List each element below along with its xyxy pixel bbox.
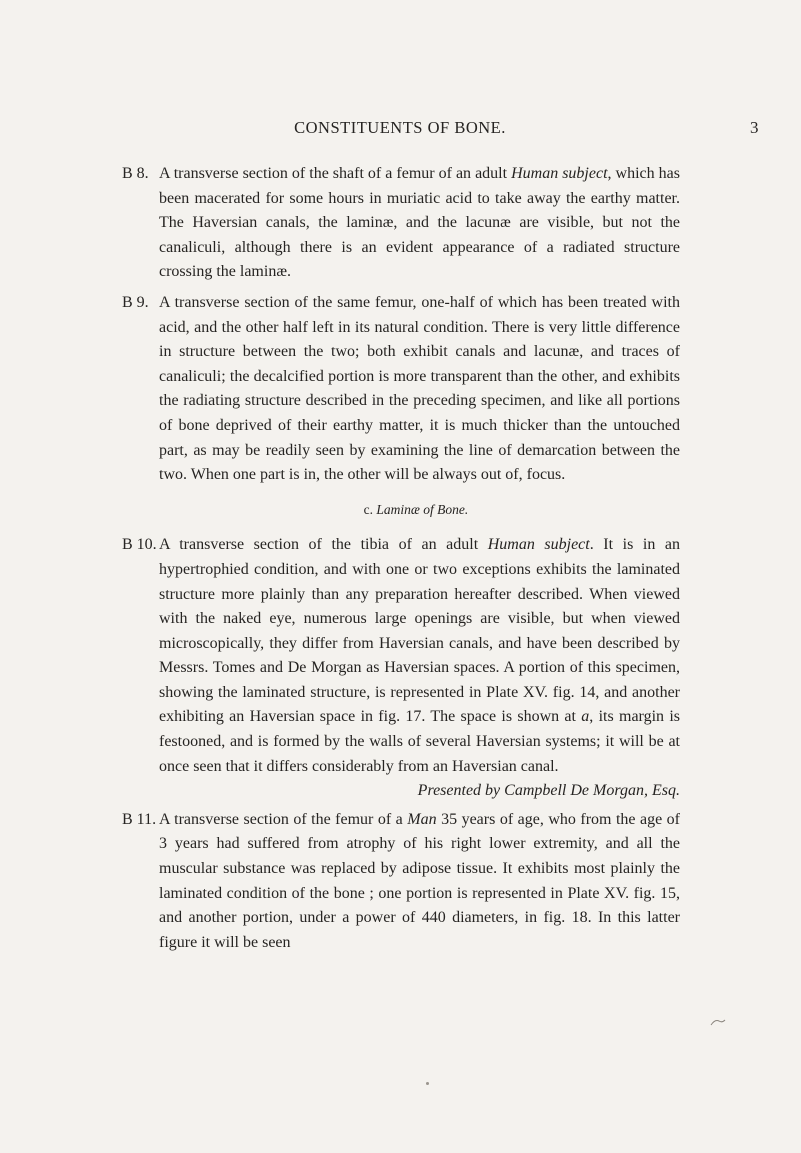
entry-text: , its margin is festooned, and is formed by the walls of several Haversian systems; it will be at once seen that it differs considerably from an Haversian canal. <box>159 708 680 775</box>
entry-text-italic: Man <box>407 810 437 828</box>
entry-text-italic: a <box>581 708 590 726</box>
specimen-number: B 11. <box>122 810 157 828</box>
specimen-entry-b10 <box>122 533 680 804</box>
specimen-entry-b9 <box>122 291 680 488</box>
entry-text-italic: Human subject <box>487 536 590 554</box>
entry-text: A transverse section of the shaft of a femur of an adult <box>159 165 512 182</box>
entry-text: , which has been macerated for some hours in muriatic acid to take away the earthy matter. The Haversian canals, the laminæ, and the lacunæ are visible, but not the canaliculi, although there is an evident appearance of a radiated structure crossing the laminæ. <box>159 165 680 281</box>
entry-text-italic: Human subject <box>511 165 608 182</box>
entry-text: A transverse section of the femur of a <box>159 810 408 828</box>
entry-text: A transverse section of the same femur, one-half of which has been treated with acid, and the other half left in its natural condition. There is very little difference in structure between the two; both exhibit canals and lacunæ, and traces of canaliculi; the decalcified portion is more transparent than the other, and exhibits the radiating structure described in the preceding specimen, and like all portions of bone deprived of their earthy matter, it is much thicker than the untouched part, as may be readily seen by examining the line of demarcation between the two. When one part is in, the other will be always out of, focus. <box>159 293 680 484</box>
section-title: Laminæ of Bone. <box>376 501 469 517</box>
body-text <box>122 162 680 961</box>
entry-text: . It is in an hypertrophied condition, and with one or two exceptions exhibits the laminated structure more plainly than any preparation hereafter described. When viewed with the naked eye, numerous large openings are visible, but when viewed microscopically, they differ from Haversian canals, and have been described by Messrs. Tomes and De Morgan as Haversian spaces. A portion of this specimen, showing the laminated structure, is represented in Plate XV. fig. 14, and another exhibiting an Haversian space in fig. 17. The space is shown at <box>159 536 680 726</box>
section-heading <box>122 498 680 523</box>
running-title: CONSTITUENTS OF BONE. <box>294 118 506 137</box>
specimen-number: B 9. <box>122 293 149 311</box>
page-number: 3 <box>750 118 759 137</box>
running-head <box>0 118 801 144</box>
attribution: Presented by Campbell De Morgan, Esq. <box>417 782 680 800</box>
specimen-entry-b11 <box>122 808 680 956</box>
speck-mark <box>426 1082 429 1085</box>
entry-text: 35 years of age, who from the age of 3 years had suffered from atrophy of his right lower extremity, and all the muscular substance was replaced by adipose tissue. It exhibits most plainly the laminated condition of the bone ; one portion is represented in Plate XV. fig. 15, and another portion, under a power of 440 diameters, in fig. 18. In this latter figure it will be seen <box>159 810 681 951</box>
specimen-number: B 8. <box>122 165 149 182</box>
specimen-entry-b8 <box>122 162 680 285</box>
specimen-number: B 10. <box>122 536 157 554</box>
pencil-mark <box>710 1018 726 1026</box>
entry-text: A transverse section of the tibia of an adult <box>159 536 488 554</box>
section-letter: c. <box>363 501 374 517</box>
